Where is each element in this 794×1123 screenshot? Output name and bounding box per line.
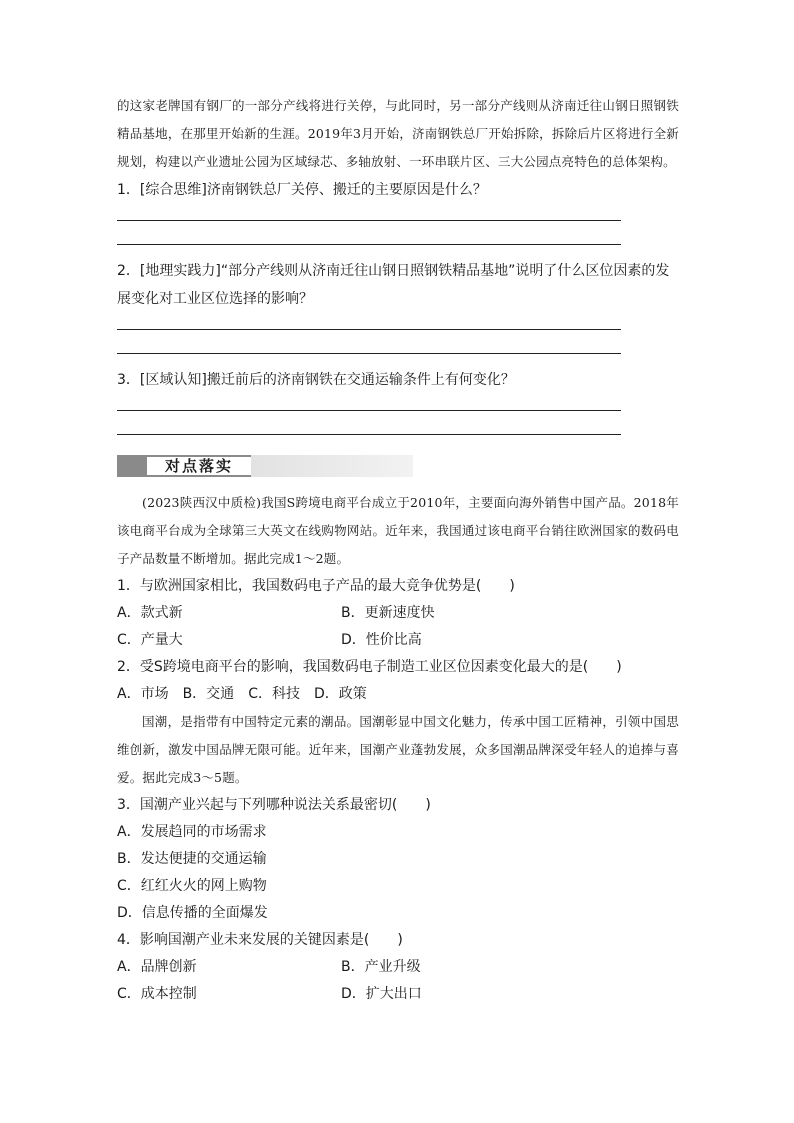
options-row	[117, 681, 679, 708]
option-a[interactable]: A．发展趋同的市场需求	[117, 824, 267, 840]
mc-question-4	[117, 927, 679, 1008]
document-page	[117, 92, 679, 1008]
option-c[interactable]: C．产量大	[117, 632, 183, 648]
option-a[interactable]: A．款式新	[117, 605, 183, 621]
open-question-2	[117, 257, 679, 354]
question-stem: 4．影响国潮产业未来发展的关键因素是( )	[117, 932, 403, 948]
section-banner	[117, 455, 413, 477]
option-b[interactable]: B．发达便捷的交通运输	[117, 851, 267, 867]
open-question-3	[117, 366, 679, 435]
option-b[interactable]: B．更新速度快	[341, 605, 435, 621]
answer-line[interactable]	[117, 394, 621, 411]
options-row	[117, 627, 679, 654]
spacer	[117, 245, 679, 257]
option-b[interactable]: B．交通	[182, 686, 235, 702]
answer-line[interactable]	[117, 330, 621, 354]
section-title: 对点落实	[147, 455, 251, 477]
passage-1: (2023陕西汉中质检)我国S跨境电商平台成立于2010年，主要面向海外销售中国产品。2018年该电商平台成为全球第三大英文在线购物网站。近年来，我国通过该电商平台销往欧洲国家的数码电子产品数量不断增加。据此完成1～2题。	[117, 495, 679, 566]
options-row	[117, 600, 679, 627]
mc-question-1	[117, 573, 679, 654]
question-stem: 3．[区域认知]搬迁前后的济南钢铁在交通运输条件上有何变化？	[117, 372, 515, 388]
answer-line[interactable]	[117, 313, 621, 330]
option-d[interactable]: D．政策	[313, 686, 367, 702]
option-c[interactable]: C．红红火火的网上购物	[117, 878, 267, 894]
intro-paragraph: 的这家老牌国有钢厂的一部分产线将进行关停，与此同时，另一部分产线则从济南迁往山钢日照钢铁精品基地，在那里开始新的生涯。2019年3月开始，济南钢铁总厂开始拆除，拆除后片区将进行全新规划，构建以产业遗址公园为区域绿芯、多轴放射、一环串联片区、三大公园点亮特色的总体架构。	[117, 98, 679, 169]
option-c[interactable]: C．成本控制	[117, 986, 197, 1002]
option-b[interactable]: B．产业升级	[341, 959, 421, 975]
question-stem: 2．[地理实践力]“部分产线则从济南迁往山钢日照钢铁精品基地”说明了什么区位因素的发展变化对工业区位选择的影响？	[117, 263, 670, 307]
option-d[interactable]: D．信息传播的全面爆发	[117, 905, 268, 921]
options-row	[117, 954, 679, 981]
passage-2: 国潮，是指带有中国特定元素的潮品。国潮彰显中国文化魅力，传承中国工匠精神，引领中国思维创新，激发中国品牌无限可能。近年来，国潮产业蓬勃发展，众多国潮品牌深受年轻人的追捧与喜爱。据此完成3～5题。	[117, 714, 679, 785]
question-stem: 2．受S跨境电商平台的影响，我国数码电子制造工业区位因素变化最大的是( )	[117, 659, 622, 675]
mc-question-2	[117, 654, 679, 708]
answer-line[interactable]	[117, 221, 621, 245]
open-question-1	[117, 176, 679, 245]
option-a[interactable]: A．品牌创新	[117, 959, 197, 975]
spacer	[117, 354, 679, 366]
question-stem: 1．与欧洲国家相比，我国数码电子产品的最大竞争优势是( )	[117, 578, 515, 594]
option-c[interactable]: C．科技	[248, 686, 300, 702]
answer-line[interactable]	[117, 411, 621, 435]
question-stem: 1．[综合思维]济南钢铁总厂关停、搬迁的主要原因是什么？	[117, 182, 487, 198]
mc-question-3	[117, 792, 679, 927]
options-row	[117, 981, 679, 1008]
answer-line[interactable]	[117, 204, 621, 221]
option-d[interactable]: D．扩大出口	[341, 986, 422, 1002]
question-stem: 3．国潮产业兴起与下列哪种说法关系最密切( )	[117, 797, 431, 813]
option-d[interactable]: D．性价比高	[341, 632, 422, 648]
option-a[interactable]: A．市场	[117, 686, 169, 702]
